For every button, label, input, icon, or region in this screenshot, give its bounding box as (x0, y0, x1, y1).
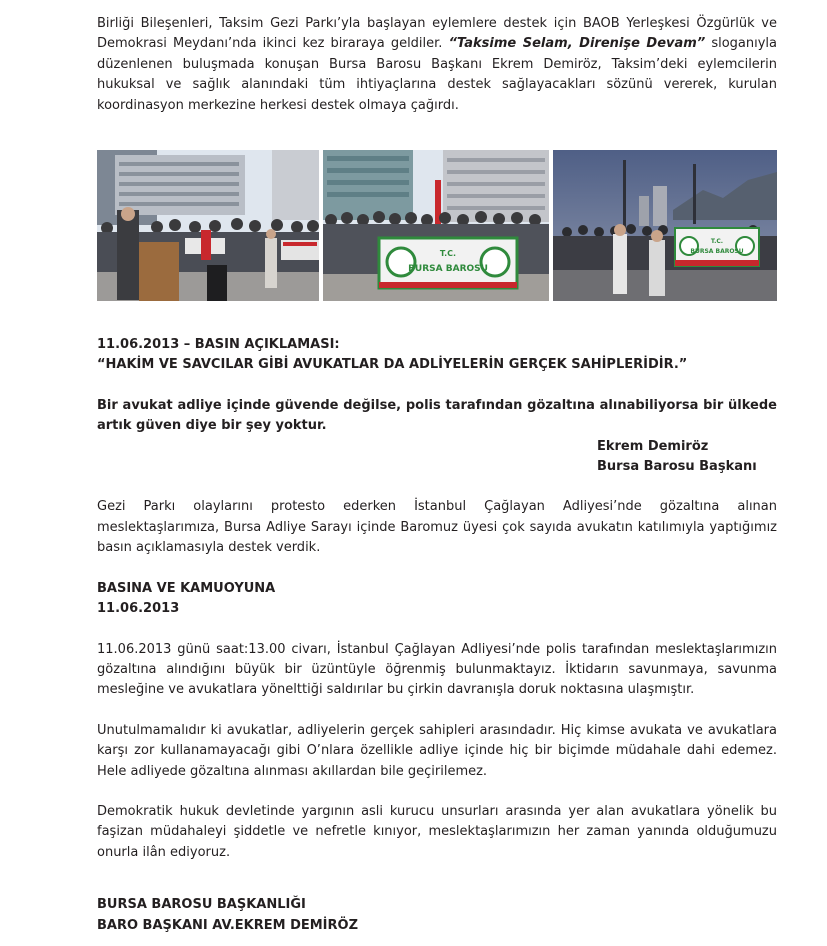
summary-paragraph: Gezi Parkı olaylarını protesto ederken İstanbul Çağlayan Adliyesi’nde gözaltına alınan meslektaşlarımıza, Bursa Adliye Sarayı içinde Baromuz üyesi çok sayıda avukatın katılımıyla yaptığımız basın açıklamasıyla destek verdik. (97, 499, 777, 556)
intro-text-end: sloganıyla düzenlenen buluşmada konuşan Bursa Barosu Başkanı Ekrem Demiröz, Taksim’deki eylemcilerin hukuksal ve sağlık alanındaki tüm ihtiyaçlarına destek sağlayacakları sözünü vererek, kurulan koordinasyon merkezine herkesi destek olmaya çağırdı. (97, 36, 778, 113)
banner-text-tc: T.C. (439, 249, 457, 259)
photo-speaker-at-podium (97, 150, 319, 301)
to-public-heading: BASINA VE KAMUOYUNA (97, 580, 276, 596)
banner-text-bursa-barosu-2: BURSA BAROSU (690, 248, 744, 256)
photo-crowd-with-banner (323, 150, 549, 301)
body-paragraph-1: 11.06.2013 günü saat:13.00 civarı, İstanbul Çağlayan Adliyesi’nde polis tarafından meslektaşlarımızın gözaltına alındığını büyük bir üzüntüyle öğrenmiş bulunmaktayız. İktidarın savunmaya, savunma mesleğine ve avukatlara yönelttiği saldırılar bu çirkin davranışla doruk noktasına ulaşmıştır. (97, 641, 777, 698)
body-paragraph-3: Demokratik hukuk devletinde yargının asli kurucu unsurları arasında yer alan avukatlara yönelik bu faşizan müdahaleyi şiddetle ve nefretle kınıyor, meslektaşlarımızın her zaman yanında olduğumuzu onurla ilân ediyoruz. (97, 803, 777, 860)
photo-strip (97, 150, 777, 301)
to-public-date: 11.06.2013 (97, 601, 180, 617)
author-title: Bursa Barosu Başkanı (597, 459, 757, 475)
press-headline: “HAKİM VE SAVCILAR GİBİ AVUKATLAR DA ADLİYELERİN GERÇEK SAHİPLERİDİR.” (97, 357, 688, 373)
author-name: Ekrem Demiröz (597, 438, 709, 454)
quote-attribution (597, 437, 777, 478)
body-paragraph-2: Unutulmamalıdır ki avukatlar, adliyelerin gerçek sahipleri arasındadır. Hiç kimse avukata ve avukatlara karşı zor kullanamayacağı gibi O’nlara özellikle adliye içinde hiç bir biçimde müdahale dahi edemez. Hele adliyede gözaltına alınması akıllardan bile geçirilemez. (97, 722, 777, 779)
banner-text-tc-2: T.C. (710, 238, 724, 246)
press-quote: Bir avukat adliye içinde güvende değilse, polis tarafından gözaltına alınabiliyorsa bir ülkede artık güven diye bir şey yoktur. (97, 397, 777, 434)
signature-org: BURSA BAROSU BAŞKANLIĞI (97, 897, 306, 913)
document-page (97, 14, 777, 936)
press-date-heading: 11.06.2013 – BASIN AÇIKLAMASI: (97, 337, 340, 353)
banner-text-bursa-barosu: BURSA BAROSU (408, 264, 488, 275)
photo-evening-march (553, 150, 777, 301)
intro-text-start: Birliği Bileşenleri, Taksim Gezi Parkı’yla başlayan eylemlere destek için BAOB Yerleşkesi Özgürlük ve Demokrasi Meydanı’nda ikinci kez biraraya geldiler. (97, 16, 777, 52)
signature-name: BARO BAŞKANI AV.EKREM DEMİRÖZ (97, 917, 359, 933)
intro-slogan: “Taksime Selam, Direnişe Devam” (448, 36, 706, 52)
intro-paragraph (97, 14, 777, 116)
